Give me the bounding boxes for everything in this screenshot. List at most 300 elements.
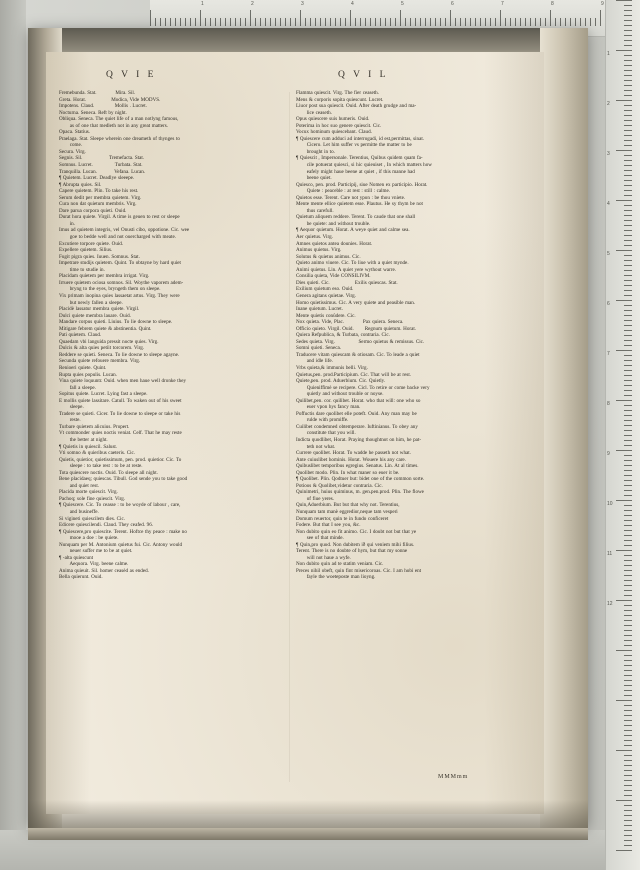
ruler-tick (190, 18, 191, 26)
ruler-tick (624, 825, 632, 826)
ruler-tick (185, 18, 186, 26)
text-line: Quieto animo viuere. Cic. To liue with a quiet mynde. (296, 260, 409, 267)
ruler-label: 11 (607, 551, 613, 557)
ruler-tick (624, 360, 632, 361)
ruler-tick (624, 525, 632, 526)
ruler-tick (624, 75, 632, 76)
ruler-label: 1 (201, 1, 204, 7)
text-line: goe to bedde well and not ouercharged with meate. (65, 234, 176, 241)
text-line: Dulcis & alta quies petiit torcorem. Virg. (59, 345, 145, 352)
text-line: come. (65, 142, 83, 149)
ruler-tick (595, 18, 596, 26)
ruler-tick (470, 18, 471, 26)
ruler-tick (160, 18, 161, 26)
ruler-tick (624, 170, 632, 171)
printed-page (46, 52, 544, 814)
ruler-tick (624, 830, 632, 831)
ruler-tick (624, 405, 632, 406)
ruler-tick (624, 385, 632, 386)
ruler-tick (300, 10, 301, 26)
ruler-tick (295, 18, 296, 26)
ruler-tick (624, 505, 632, 506)
ruler-tick (624, 580, 632, 581)
ruler-tick (624, 205, 632, 206)
ruler-tick (624, 370, 632, 371)
ruler-tick (195, 18, 196, 26)
ruler-tick (616, 100, 632, 101)
ruler-tick (624, 690, 632, 691)
ruler-tick (200, 10, 201, 26)
text-line: Secunda quiete refouere membra. Virg. (59, 358, 141, 365)
text-line: Animus quietus. Virg. (296, 247, 342, 254)
ruler-tick (616, 450, 632, 451)
text-line: Mens & corporis sopita quiescunt. Lucret. (296, 96, 384, 103)
ruler-tick (624, 590, 632, 591)
ruler-tick (624, 440, 632, 441)
ruler-tick (616, 200, 632, 201)
text-line: Impetrare studijs quietem. Quint. To obtayne by hard quiet (59, 260, 181, 267)
ruler-tick (616, 400, 632, 401)
ruler-tick (624, 620, 632, 621)
text-line: bryng to the eyes, bryngeth them on sleepe. (65, 286, 161, 293)
ruler-label: 2 (607, 101, 610, 107)
ruler-tick (624, 190, 632, 191)
ruler-tick (370, 18, 371, 26)
text-line: Tranquilla. Lucan. Vefana. Lucan. (59, 168, 146, 175)
text-line: Somnus. Lucret. Turbata. Stat. (59, 162, 143, 169)
ruler-tick (500, 10, 501, 26)
ruler-label: 12 (607, 601, 613, 607)
text-line: Impotens. Claud. Mollis . Lucret. (59, 103, 147, 110)
ruler-tick (180, 18, 181, 26)
text-line: Poterima in hoc suo genere quiescit. Cic. (296, 122, 382, 129)
text-line: Opus quiescere suis humeris. Ouid. (296, 116, 370, 123)
text-line: reste. (65, 417, 81, 424)
ruler-tick (624, 790, 632, 791)
ruler-tick (535, 18, 536, 26)
ruler-tick (624, 460, 632, 461)
ruler-tick (465, 18, 466, 26)
text-line: Tota quiescere noctis. Ouid. To sleepe all night. (59, 469, 158, 476)
ruler-tick (624, 140, 632, 141)
ruler-tick (355, 18, 356, 26)
signature-catchword: MMMmm (438, 774, 469, 780)
text-line: Quin,Aduerbium. But but that why not. Terentius, (296, 502, 400, 509)
ruler-tick (275, 18, 276, 26)
text-line: Homo quietissimus. Cic. A very quiete and peasible man. (296, 299, 416, 306)
ruler-tick (624, 740, 632, 741)
ruler-tick (624, 355, 632, 356)
ruler-tick (616, 150, 632, 151)
ruler-tick (616, 750, 632, 751)
ruler-tick (325, 18, 326, 26)
text-line: Bella quierunt. Ouid. (59, 574, 103, 581)
ruler-tick (375, 18, 376, 26)
ruler-tick (540, 18, 541, 26)
text-line: Greta. Horat. Modica, Vide MODVS. (59, 96, 161, 103)
ruler-tick (310, 18, 311, 26)
ruler-tick (624, 470, 632, 471)
text-line: Quietum aliquem reddere. Terent. To caude that one shall (296, 214, 416, 221)
ruler-tick (624, 660, 632, 661)
text-line: cile potuerat quiesci, si hic quieuiset , In which matters how (302, 162, 432, 169)
ruler-tick (555, 18, 556, 26)
ruler-tick (485, 18, 486, 26)
ruler-label: 4 (607, 201, 610, 207)
ruler-label: 4 (351, 1, 354, 7)
text-line: sleepe : to take rest : to be at reste. (65, 463, 143, 470)
text-line: euer vpon hys fancy man. (302, 404, 361, 411)
text-line: Sopitus quiete. Lucret. Lying fast a sleepe. (59, 391, 148, 398)
text-line: of fiue yeres. (302, 495, 335, 502)
ruler-tick (624, 840, 632, 841)
table-edge-left (0, 0, 26, 870)
ruler-tick (245, 18, 246, 26)
ruler-tick (624, 705, 632, 706)
ruler-tick (624, 475, 632, 476)
text-line: will not haue a wyfe. (302, 554, 351, 561)
ruler-tick (425, 18, 426, 26)
text-line: Rupta quies populis. Lucan. (59, 371, 117, 378)
ruler-tick (624, 630, 632, 631)
text-line: Renioeri quiete. Quint. (59, 364, 107, 371)
ruler-tick (624, 130, 632, 131)
ruler-tick (215, 18, 216, 26)
text-line: Preces nihil obeft, quin fint misericoroas. Cic. I am hobi ent (296, 567, 422, 574)
text-line: Inane quietum. Lucret. (296, 306, 343, 313)
book-fore-edge (540, 28, 588, 828)
ruler-tick (624, 320, 632, 321)
ruler-tick (290, 18, 291, 26)
ruler-tick (624, 455, 632, 456)
text-line: mooe a doe : be quiete. (65, 535, 119, 542)
ruler-tick (624, 555, 632, 556)
ruler-label: 7 (607, 351, 610, 357)
ruler-tick (624, 15, 632, 16)
ruler-tick (624, 30, 632, 31)
ruler-tick (624, 765, 632, 766)
ruler-tick (624, 265, 632, 266)
ruler-tick (495, 18, 496, 26)
text-line: Liuor post sua quiescit. Ouid. After death grudge and ma- (296, 103, 417, 110)
text-line: Placidam quietem per membra irrigat. Virg. (59, 273, 150, 280)
text-line: Officio quieto. Virgil. Ouid. Regnum quietum. Horat. (296, 325, 417, 332)
ruler-tick (624, 560, 632, 561)
ruler-tick (345, 18, 346, 26)
ruler-tick (624, 575, 632, 576)
text-line: Nox quieta. Vide, Plac. Pax quiera. Seneca. (296, 319, 404, 326)
ruler-tick (624, 465, 632, 466)
ruler-tick (624, 295, 632, 296)
ruler-tick (624, 175, 632, 176)
ruler-tick (165, 18, 166, 26)
text-line: Poffuctis dare quolibet elle poteft. Ouid. Any man may be (296, 410, 417, 417)
ruler-tick (624, 220, 632, 221)
text-line: Aequora. Virg. beene calme. (65, 561, 129, 568)
ruler-tick (624, 655, 632, 656)
text-line: Bene placidaeq; quiescas. Tibull. God sende you to take good (59, 476, 188, 483)
ruler-tick (170, 18, 171, 26)
text-line: Fremebunda. Stat. Mira. Sil. (59, 90, 136, 96)
text-line: Opaca. Statius. (59, 129, 90, 136)
text-line: thus carefull. (302, 207, 334, 214)
text-line: Irruere quietem ociosa somnos. Sil. Woythe vaporem adem- (59, 279, 184, 286)
ruler-tick (225, 18, 226, 26)
ruler-tick (624, 125, 632, 126)
ruler-tick (624, 510, 632, 511)
text-line: Vina quiete loquuntr. Ouid. when men haue well dronke they (59, 378, 187, 385)
text-line: Anima quieuit. Sil. homer ceasèd as ended. (59, 567, 149, 574)
text-line: Vocux hominum quiescebant. Claud. (296, 129, 372, 136)
text-line: Quiete : peaceble : at rest : still : calme. (302, 188, 391, 195)
text-line: Flamma quiescit. Virg. The fier ceaseth. (296, 90, 379, 96)
ruler-tick (624, 110, 632, 111)
ruler-tick (624, 325, 632, 326)
ruler-tick (624, 540, 632, 541)
ruler-right (605, 0, 640, 870)
text-line: ¶ Quin,pro quod. Non dubitem ið qui veniem mihi filius. (296, 541, 415, 548)
ruler-label: 8 (551, 1, 554, 7)
text-line: ¶ Abrupta quies. Sil. (59, 181, 102, 188)
text-line: sleepe. (65, 404, 84, 411)
ruler-tick (480, 18, 481, 26)
text-line: Solutus & quietus animus. Cic. (296, 253, 361, 260)
ruler-tick (175, 18, 176, 26)
ruler-tick (624, 235, 632, 236)
ruler-tick (624, 775, 632, 776)
ruler-tick (624, 640, 632, 641)
text-line: Ante cuiuslibet hominis. Horat. Wouere his any care. (296, 456, 406, 463)
ruler-label: 10 (607, 501, 613, 507)
text-line: quietly and without trouble or noyse. (302, 391, 384, 398)
running-head-left: Q V I E (106, 70, 157, 80)
text-line: ¶ -alta quiescunt (59, 554, 94, 561)
ruler-label: 9 (607, 451, 610, 457)
ruler-tick (260, 18, 261, 26)
ruler-tick (624, 685, 632, 686)
ruler-tick (624, 115, 632, 116)
ruler-tick (624, 490, 632, 491)
text-line: Aer quietus. Virg. (296, 234, 333, 241)
ruler-tick (565, 18, 566, 26)
text-line: fall a sleepe. (65, 384, 96, 391)
ruler-tick (450, 10, 451, 26)
text-line: ¶ Quiescere. Cic. To ceasse : to be woyde of labour , care, (59, 502, 181, 509)
ruler-tick (210, 18, 211, 26)
ruler-tick (624, 595, 632, 596)
ruler-tick (525, 18, 526, 26)
ruler-tick (624, 530, 632, 531)
ruler-tick (380, 18, 381, 26)
text-line: Pachoq; sole fine quiescit. Virg. (59, 495, 126, 502)
ruler-tick (390, 18, 391, 26)
ruler-tick (505, 18, 506, 26)
ruler-tick (624, 720, 632, 721)
text-line: Potioos & Quolibet,videtur contraria. Cic. (296, 482, 383, 489)
ruler-tick (624, 185, 632, 186)
ruler-tick (624, 380, 632, 381)
text-line: and quiet rest. (65, 482, 100, 489)
ruler-tick (624, 725, 632, 726)
ruler-tick (624, 145, 632, 146)
ruler-tick (624, 755, 632, 756)
ruler-tick (440, 18, 441, 26)
text-line: eafely might haue beene at quiet , if this manne had (302, 168, 415, 175)
ruler-tick (445, 18, 446, 26)
ruler-tick (624, 845, 632, 846)
book-tail-edge (28, 828, 588, 840)
page-bottom-shadow (28, 800, 588, 828)
ruler-tick (624, 570, 632, 571)
text-line: and busineffe. (65, 509, 99, 515)
ruler-tick (435, 18, 436, 26)
ruler-tick (530, 18, 531, 26)
running-head-right: Q V I L (338, 70, 389, 80)
ruler-tick (624, 245, 632, 246)
ruler-tick (624, 330, 632, 331)
ruler-tick (616, 350, 632, 351)
ruler-tick (624, 25, 632, 26)
ruler-tick (624, 270, 632, 271)
text-line: Secura. Virg. (59, 148, 86, 155)
ruler-tick (624, 225, 632, 226)
text-line: Cicero. Let him suffer vs permitte the matter to be (302, 142, 412, 149)
ruler-tick (155, 18, 156, 26)
ruler-tick (520, 18, 521, 26)
text-line: Quibuslibet temporibus egregius. Senatus. Lin. At al times. (296, 463, 419, 470)
text-line: Quiete,pen. prod. Aduerbium. Cic. Quietly. (296, 378, 386, 385)
text-line: lice ceaseth. (302, 109, 332, 116)
ruler-tick (585, 18, 586, 26)
ruler-tick (624, 85, 632, 86)
text-line: Pati quietem. Claud. (59, 332, 102, 339)
ruler-tick (624, 810, 632, 811)
ruler-tick (624, 45, 632, 46)
text-line: Terent. There is no doubte of hym, but that my sonne (296, 548, 408, 555)
ruler-tick (616, 500, 632, 501)
text-line: Dare parua corpora quieti. Ouid. (59, 207, 127, 214)
ruler-tick (624, 210, 632, 211)
text-line: time to studie in. (65, 266, 105, 273)
text-line: ¶ Quietem. Lucret. Deadlye sleeepe. (59, 175, 135, 182)
ruler-label: 6 (451, 1, 454, 7)
ruler-tick (285, 18, 286, 26)
ruler-tick (624, 290, 632, 291)
ruler-tick (624, 785, 632, 786)
ruler-label: 9 (601, 1, 604, 7)
text-line: Genera agitans quietae. Virg. (296, 292, 356, 299)
ruler-tick (624, 275, 632, 276)
ruler-tick (624, 340, 632, 341)
ruler-tick (590, 18, 591, 26)
text-line: Nunquam tam manè eggredior,neque tam vesperi (296, 509, 398, 515)
ruler-tick (624, 675, 632, 676)
ruler-tick (240, 18, 241, 26)
ruler-label: 3 (607, 151, 610, 157)
text-line: Animi quietus. Lin. A quiet yere wythout warre. (296, 266, 396, 273)
ruler-tick (430, 18, 431, 26)
text-line: Quilibet,pen. cor. quilibet. Horat. who that will: one who so (296, 397, 421, 404)
text-line: Non dubito quin ad te statim veniam. Cic. (296, 561, 384, 568)
ruler-tick (616, 300, 632, 301)
ruler-tick (305, 18, 306, 26)
ruler-tick (624, 815, 632, 816)
ruler-tick (624, 390, 632, 391)
text-column-left (59, 90, 287, 581)
text-line: Mandare corpus quieti. Liuius. To lie downe to sleepe. (59, 319, 173, 326)
text-line: Vix primam inopina quies lassaetat artus. Virg. They were (59, 292, 180, 299)
ruler-tick (624, 155, 632, 156)
text-line: Obliqua. Seneca. The quiet life of a man notlyng famous, (59, 116, 179, 123)
ruler-tick (624, 430, 632, 431)
text-line: Quietos esse. Terent. Care not ypon : be thou vniete. (296, 194, 406, 201)
ruler-tick (624, 610, 632, 611)
ruler-tick (624, 280, 632, 281)
text-line: Quolibet modo. Plin. In what maner so euer it be. (296, 469, 400, 476)
ruler-tick (624, 425, 632, 426)
ruler-tick (624, 670, 632, 671)
ruler-tick (320, 18, 321, 26)
ruler-tick (624, 215, 632, 216)
text-line: Imus ad quietem integris, vel Onusti cibo, oppotione. Cic. wee (59, 227, 190, 234)
text-line: as of one that medleth not in any great matters. (65, 122, 169, 129)
ruler-tick (624, 5, 632, 6)
ruler-tick (624, 805, 632, 806)
ruler-tick (624, 90, 632, 91)
ruler-tick (455, 18, 456, 26)
text-line: Quiesco, pen. prod. Participij, siue Nomen ex participio. Horat. (296, 181, 428, 188)
text-line: Sedes quieta. Virg. Sermo quietus & remissus. Cic. (296, 338, 425, 345)
ruler-tick (624, 485, 632, 486)
text-line: Indicta quodlibet, Horat. Praying thoughtnot on him, he pat- (296, 436, 422, 443)
ruler-tick (624, 345, 632, 346)
ruler-tick (515, 18, 516, 26)
ruler-tick (624, 495, 632, 496)
ruler-tick (205, 18, 206, 26)
ruler-tick (616, 800, 632, 801)
text-line: Placida morte quiescit. Virg. (59, 489, 118, 496)
text-line: Somni quieti. Seneca. (296, 345, 342, 352)
ruler-tick (624, 315, 632, 316)
text-line: brought in to. (302, 148, 335, 155)
ruler-tick (490, 18, 491, 26)
text-line: Cuilibet condemned obtemperare. Iuftinianus. To obey any (296, 423, 418, 430)
ruler-tick (624, 60, 632, 61)
ruler-tick (624, 70, 632, 71)
ruler-tick (624, 305, 632, 306)
ruler-tick (475, 18, 476, 26)
text-line: E mollis quiete lassitare. Catull. To waken out of his sweet (59, 397, 182, 404)
ruler-tick (280, 18, 281, 26)
text-line: constitute that you will. (302, 430, 356, 437)
ruler-tick (624, 680, 632, 681)
text-line: Expellere quietem. Silius. (59, 247, 113, 254)
ruler-tick (624, 255, 632, 256)
text-line: Serum dedit per membra quietem. Virg. (59, 194, 142, 201)
text-line: ¶ Quolibet. Plin. Qodtuer but: bidet one of the common sorte. (296, 476, 425, 483)
text-line: rulde with promiffe. (302, 417, 349, 424)
ruler-tick (330, 18, 331, 26)
text-line: Consilia quieta, Vide CONSILIVM. (296, 273, 371, 280)
ruler-tick (624, 10, 632, 11)
ruler-tick (616, 550, 632, 551)
ruler-tick (460, 18, 461, 26)
ruler-tick (624, 715, 632, 716)
text-line: Capere quietem. Plin. To take his rest. (59, 188, 139, 195)
text-line: Dulci quiete membra lauare. Ouid. (59, 312, 131, 319)
text-line: Si vigineti quiescilem dies. Cic. (59, 515, 125, 522)
text-line: Mente quietis conûdere. Cic. (296, 312, 356, 319)
